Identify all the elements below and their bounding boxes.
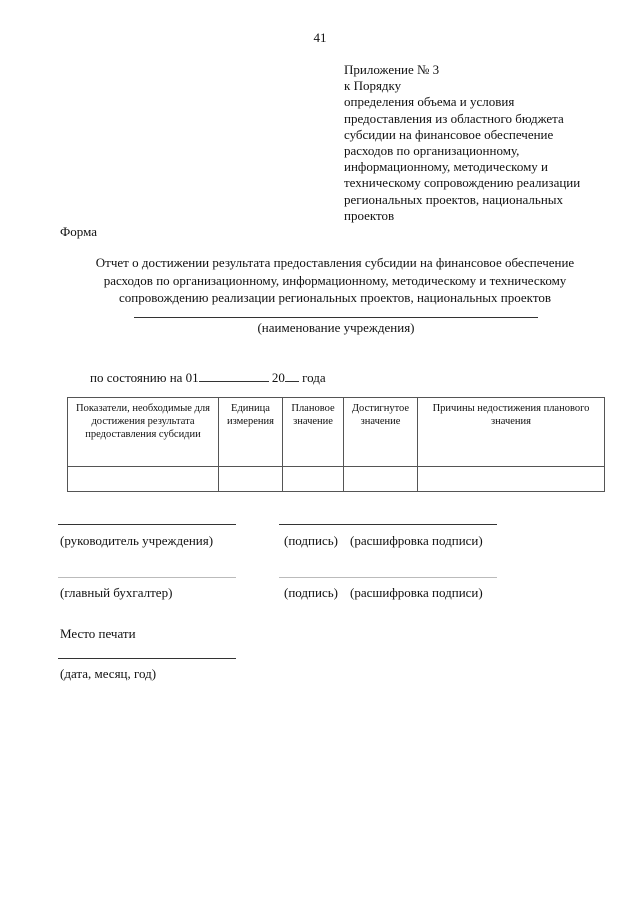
head-signature-caption: (подпись) bbox=[284, 533, 338, 548]
appendix-line: предоставления из областного бюджета bbox=[344, 110, 564, 126]
date-year-prefix: 20 bbox=[271, 370, 285, 385]
date-month-blank bbox=[199, 369, 269, 382]
appendix-line: проектов bbox=[344, 207, 395, 223]
table-cell[interactable] bbox=[68, 467, 219, 492]
appendix-line: информационному, методическому и bbox=[344, 159, 549, 175]
appendix-line: техническому сопровождению реализации bbox=[344, 175, 581, 191]
head-signature-line bbox=[279, 524, 497, 525]
org-name-caption: (наименование учреждения) bbox=[257, 320, 415, 335]
date-prefix: по состоянию на 01 bbox=[90, 370, 199, 385]
appendix-line: Приложение № 3 bbox=[344, 62, 440, 77]
header-achieved: Достигнутое значение bbox=[344, 398, 418, 467]
report-title-line: сопровождению реализации региональных проектов, национальных проектов bbox=[119, 290, 551, 305]
table-header-row bbox=[68, 398, 605, 467]
accountant-name-line bbox=[58, 577, 236, 578]
page-number: 41 bbox=[313, 30, 327, 45]
report-title-line: расходов по организационному, информационному, методическому и техническому bbox=[103, 272, 567, 288]
header-unit: Единица измерения bbox=[219, 398, 283, 467]
head-label: (руководитель учреждения) bbox=[60, 533, 214, 548]
appendix-block bbox=[344, 62, 614, 224]
table-cell[interactable] bbox=[219, 467, 283, 492]
report-title-line: Отчет о достижении результата предоставления субсидии на финансовое обеспечение bbox=[95, 255, 575, 270]
table-row bbox=[68, 467, 605, 492]
accountant-signature-line bbox=[279, 577, 497, 578]
header-reasons: Причины недостижения планового значения bbox=[418, 398, 605, 467]
accountant-signature-caption: (подпись) bbox=[284, 585, 338, 600]
header-indicators: Показатели, необходимые для достижения результата предоставления субсидии bbox=[68, 398, 219, 467]
org-name-line bbox=[134, 317, 538, 318]
appendix-line: определения объема и условия bbox=[344, 94, 515, 110]
header-planned: Плановое значение bbox=[283, 398, 344, 467]
stamp-label: Место печати bbox=[60, 626, 136, 641]
table-cell[interactable] bbox=[344, 467, 418, 492]
form-label: Форма bbox=[60, 224, 97, 239]
appendix-line: расходов по организационному, bbox=[344, 143, 520, 159]
table-cell[interactable] bbox=[418, 467, 605, 492]
accountant-decoding-caption: (расшифровка подписи) bbox=[350, 585, 483, 600]
appendix-line: региональных проектов, национальных bbox=[344, 191, 564, 207]
head-decoding-caption: (расшифровка подписи) bbox=[350, 533, 483, 548]
report-date-line bbox=[90, 369, 326, 386]
appendix-line: субсидии на финансовое обеспечение bbox=[344, 126, 554, 142]
date-suffix: года bbox=[302, 370, 326, 385]
appendix-line: к Порядку bbox=[344, 78, 402, 94]
table-cell[interactable] bbox=[283, 467, 344, 492]
head-name-line bbox=[58, 524, 236, 525]
report-table bbox=[67, 397, 605, 492]
report-title bbox=[40, 254, 630, 307]
accountant-label: (главный бухгалтер) bbox=[60, 585, 173, 600]
date-year-blank bbox=[285, 369, 299, 382]
date-signature-line bbox=[58, 658, 236, 659]
date-caption: (дата, месяц, год) bbox=[60, 666, 157, 681]
